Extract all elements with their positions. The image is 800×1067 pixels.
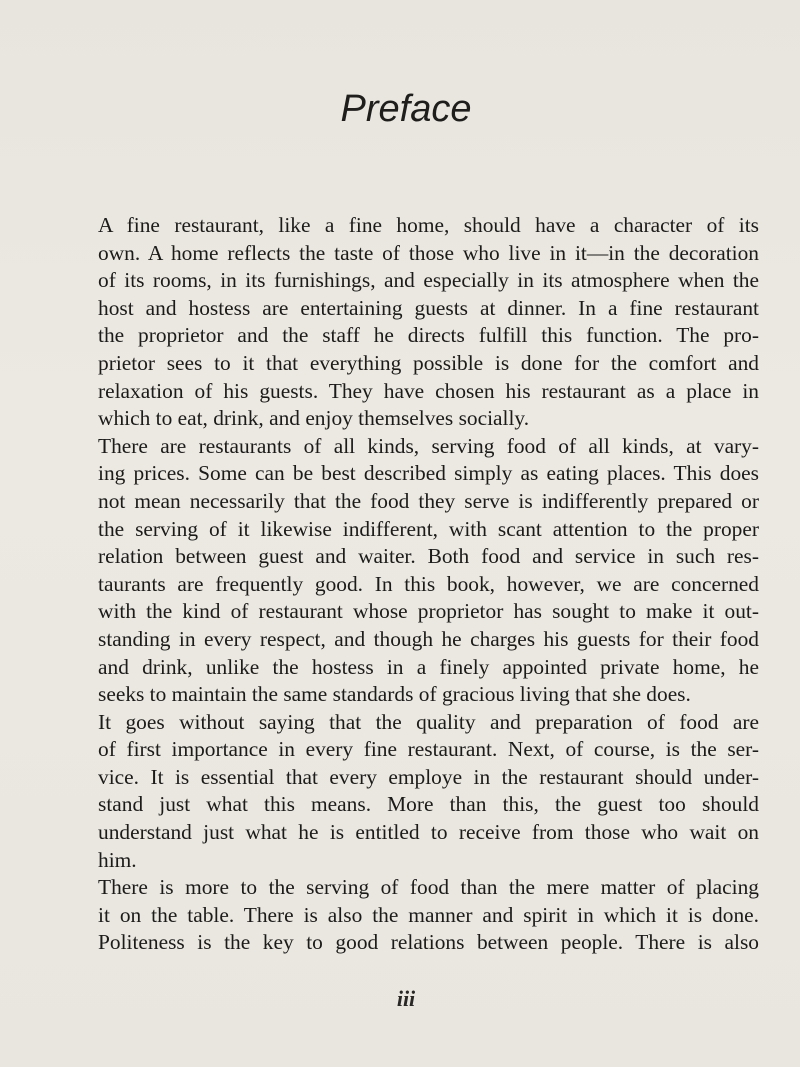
text-line: A fine restaurant, like a fine home, should have a character of its [98,213,759,237]
text-line: Politeness is the key to good relations between people. There is also [98,930,759,955]
text-line: seeks to maintain the same standards of gracious living that she does. [98,682,691,707]
text-line: There is more to the serving of food than the mere matter of placing [98,875,759,900]
text-line: the serving of it likewise indifferent, with scant attention to the proper [98,516,759,541]
paragraph [50,874,759,957]
text-line: and drink, unlike the hostess in a finely appointed private home, he [98,654,759,679]
text-line: with the kind of restaurant whose proprietor has sought to make it out- [98,599,759,624]
text-line: standing in every respect, and though he charges his guests for their food [98,626,759,651]
paragraph [50,433,759,709]
text-line: own. A home reflects the taste of those who live in it—in the decoration [98,240,759,265]
text-line: taurants are frequently good. In this book, however, we are concerned [98,571,759,596]
page-title: Preface [340,88,472,130]
preface-body [50,212,759,957]
text-line: of first importance in every fine restaurant. Next, of course, is the ser- [98,737,759,762]
text-line: vice. It is essential that every employe in the restaurant should under- [98,764,759,789]
text-line: prietor sees to it that everything possible is done for the comfort and [98,350,759,375]
text-line: of its rooms, in its furnishings, and especially in its atmosphere when the [98,268,759,293]
text-line: relaxation of his guests. They have chosen his restaurant as a place in [98,378,759,403]
paragraph [50,709,759,875]
text-line: It goes without saying that the quality and preparation of food are [98,709,759,734]
text-line: There are restaurants of all kinds, serving food of all kinds, at vary- [98,433,759,458]
text-line: stand just what this means. More than this, the guest too should [98,792,759,817]
text-line: it on the table. There is also the manner and spirit in which it is done. [98,902,759,927]
text-line: understand just what he is entitled to receive from those who wait on [98,820,759,845]
text-line: relation between guest and waiter. Both food and service in such res- [98,544,759,569]
text-line: him. [98,847,137,872]
page-number: iii [396,986,416,1011]
text-line: not mean necessarily that the food they serve is indifferently prepared or [98,488,759,513]
paragraph [50,212,759,433]
text-line: host and hostess are entertaining guests at dinner. In a fine restaurant [98,295,759,320]
text-line: the proprietor and the staff he directs fulfill this function. The pro- [98,323,759,348]
text-line: which to eat, drink, and enjoy themselves socially. [98,406,530,431]
text-line: ing prices. Some can be best described simply as eating places. This does [98,461,759,486]
